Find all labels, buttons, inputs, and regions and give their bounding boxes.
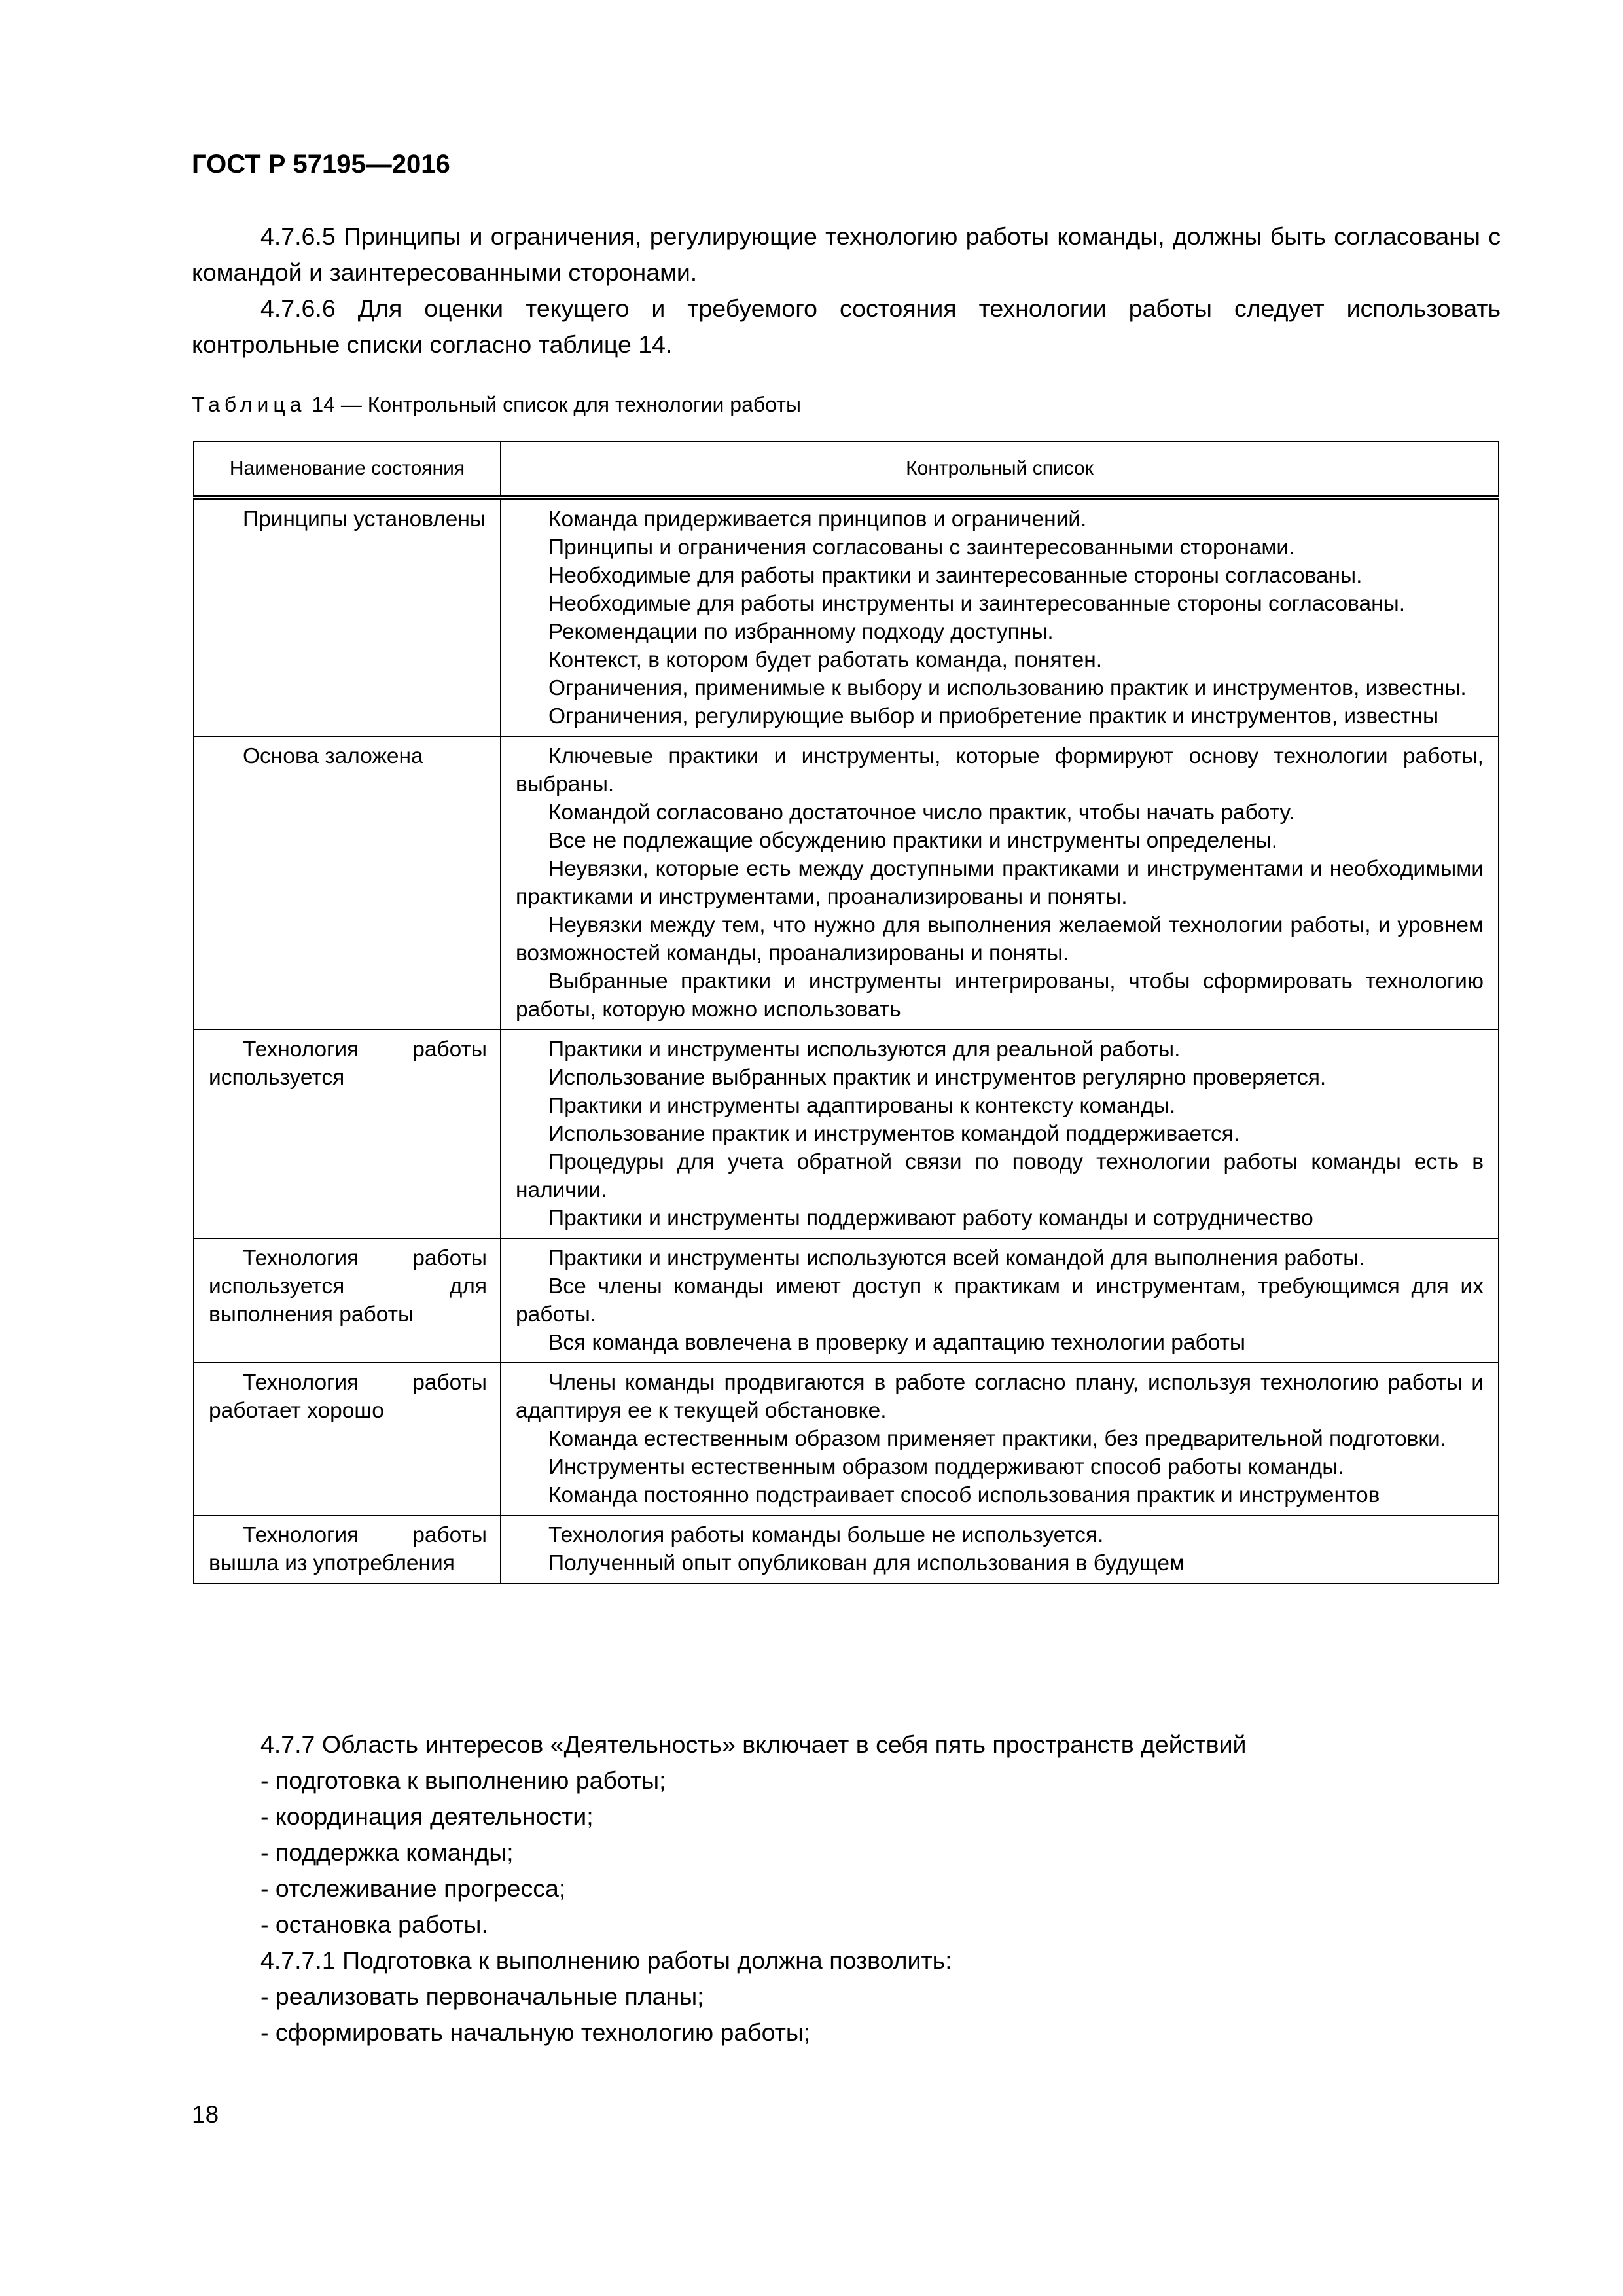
checklist-cell	[501, 1238, 1499, 1363]
checklist-cell	[501, 736, 1499, 1030]
outro-line: - отслеживание прогресса;	[260, 1874, 566, 1902]
checklist-item: Все не подлежащие обсуждению практики и инструменты определены.	[548, 829, 1278, 853]
checklist-item: Неувязки, которые есть между доступными практиками и инструментами и необходимыми практиками и инструментами, проанализированы и поняты.	[516, 857, 1484, 909]
outro-line: 4.7.7 Область интересов «Деятельность» включает в себя пять пространств действий	[260, 1731, 1247, 1758]
checklist-item: Команда придерживается принципов и ограничений.	[548, 507, 1087, 531]
table-row	[194, 736, 1499, 1030]
checklist-item: Использование практик и инструментов командой поддерживается.	[548, 1122, 1240, 1146]
page-number: 18	[192, 2101, 219, 2128]
header-checklist: Контрольный список	[501, 442, 1499, 497]
checklist-item: Принципы и ограничения согласованы с заинтересованными сторонами.	[548, 535, 1295, 560]
document-code: ГОСТ Р 57195—2016	[192, 150, 450, 179]
table-row	[194, 1515, 1499, 1583]
checklist-item: Полученный опыт опубликован для использования в будущем	[548, 1551, 1185, 1575]
state-name-cell: Основа заложена	[194, 736, 501, 1030]
checklist-item: Практики и инструменты используются для реальной работы.	[548, 1037, 1181, 1062]
checklist-item: Команда естественным образом применяет практики, без предварительной подготовки.	[548, 1427, 1447, 1451]
checklist-item: Ключевые практики и инструменты, которые формируют основу технологии работы, выбраны.	[516, 744, 1484, 797]
outro-line: 4.7.7.1 Подготовка к выполнению работы должна позволить:	[260, 1946, 952, 1974]
checklist-item: Члены команды продвигаются в работе согласно плану, используя технологию работы и адаптируя ее к текущей обстановке.	[516, 1371, 1484, 1423]
table-body	[194, 497, 1499, 1583]
outro-text	[192, 1727, 1501, 2051]
outro-line: - подготовка к выполнению работы;	[260, 1767, 666, 1794]
state-name-cell: Технология работы вышла из употребления	[194, 1515, 501, 1583]
table-row	[194, 1363, 1499, 1515]
checklist-item: Ограничения, регулирующие выбор и приобретение практик и инструментов, известны	[548, 704, 1439, 728]
state-name-cell: Технология работы используется для выполнения работы	[194, 1238, 501, 1363]
checklist-item: Процедуры для учета обратной связи по поводу технологии работы команды есть в наличии.	[516, 1150, 1484, 1202]
checklist-item: Контекст, в котором будет работать команда, понятен.	[548, 648, 1103, 672]
paragraph-4-7-6-6: 4.7.6.6 Для оценки текущего и требуемого состояния технологии работы следует использовать контрольные списки согласно таблице 14.	[192, 295, 1501, 358]
checklist-cell	[501, 1030, 1499, 1238]
checklist-item: Все члены команды имеют доступ к практикам и инструментам, требующимся для их работы.	[516, 1274, 1484, 1327]
state-name-cell: Технология работы используется	[194, 1030, 501, 1238]
checklist-item: Использование выбранных практик и инструментов регулярно проверяется.	[548, 1066, 1327, 1090]
outro-line: - реализовать первоначальные планы;	[260, 1982, 704, 2010]
checklist-item: Инструменты естественным образом поддерживают способ работы команды.	[548, 1455, 1344, 1479]
table-caption	[192, 389, 801, 420]
checklist-item: Технология работы команды больше не используется.	[548, 1523, 1104, 1547]
checklist-item: Практики и инструменты используются всей командой для выполнения работы.	[548, 1246, 1365, 1270]
outro-line: - сформировать начальную технологию работы;	[260, 2018, 811, 2046]
checklist-item: Практики и инструменты адаптированы к контексту команды.	[548, 1094, 1176, 1118]
outro-line: - остановка работы.	[260, 1910, 488, 1938]
paragraph-4-7-6-5: 4.7.6.5 Принципы и ограничения, регулирующие технологию работы команды, должны быть согласованы с командой и заинтересованными сторонами.	[192, 223, 1501, 286]
checklist-item: Вся команда вовлечена в проверку и адаптацию технологии работы	[548, 1331, 1245, 1355]
state-name-cell: Принципы установлены	[194, 497, 501, 736]
table-row	[194, 497, 1499, 736]
checklist-item: Выбранные практики и инструменты интегрированы, чтобы сформировать технологию работы, которую можно использовать	[516, 969, 1484, 1022]
checklist-cell	[501, 1363, 1499, 1515]
header-state-name: Наименование состояния	[194, 442, 501, 497]
table-header-row	[194, 442, 1499, 497]
state-name-cell: Технология работы работает хорошо	[194, 1363, 501, 1515]
table-caption-text: 14 — Контрольный список для технологии работы	[312, 393, 801, 416]
checklist-item: Команда постоянно подстраивает способ использования практик и инструментов	[548, 1483, 1380, 1507]
checklist-item: Неувязки между тем, что нужно для выполнения желаемой технологии работы, и уровнем возможностей команды, проанализированы и поняты.	[516, 913, 1484, 965]
checklist-item: Необходимые для работы практики и заинтересованные стороны согласованы.	[548, 564, 1363, 588]
checklist-item: Ограничения, применимые к выбору и использованию практик и инструментов, известны.	[548, 676, 1467, 700]
checklist-item: Командой согласовано достаточное число практик, чтобы начать работу.	[548, 800, 1295, 825]
outro-line: - координация деятельности;	[260, 1803, 594, 1830]
table-row	[194, 1030, 1499, 1238]
checklist-cell	[501, 1515, 1499, 1583]
checklist-cell	[501, 497, 1499, 736]
intro-paragraphs	[192, 219, 1501, 363]
checklist-item: Рекомендации по избранному подходу доступны.	[548, 620, 1054, 644]
checklist-item: Необходимые для работы инструменты и заинтересованные стороны согласованы.	[548, 592, 1406, 616]
checklist-item: Практики и инструменты поддерживают работу команды и сотрудничество	[548, 1206, 1313, 1230]
checklist-table	[193, 441, 1499, 1584]
table-caption-label: Таблица	[192, 393, 306, 416]
outro-line: - поддержка команды;	[260, 1839, 514, 1866]
table-row	[194, 1238, 1499, 1363]
